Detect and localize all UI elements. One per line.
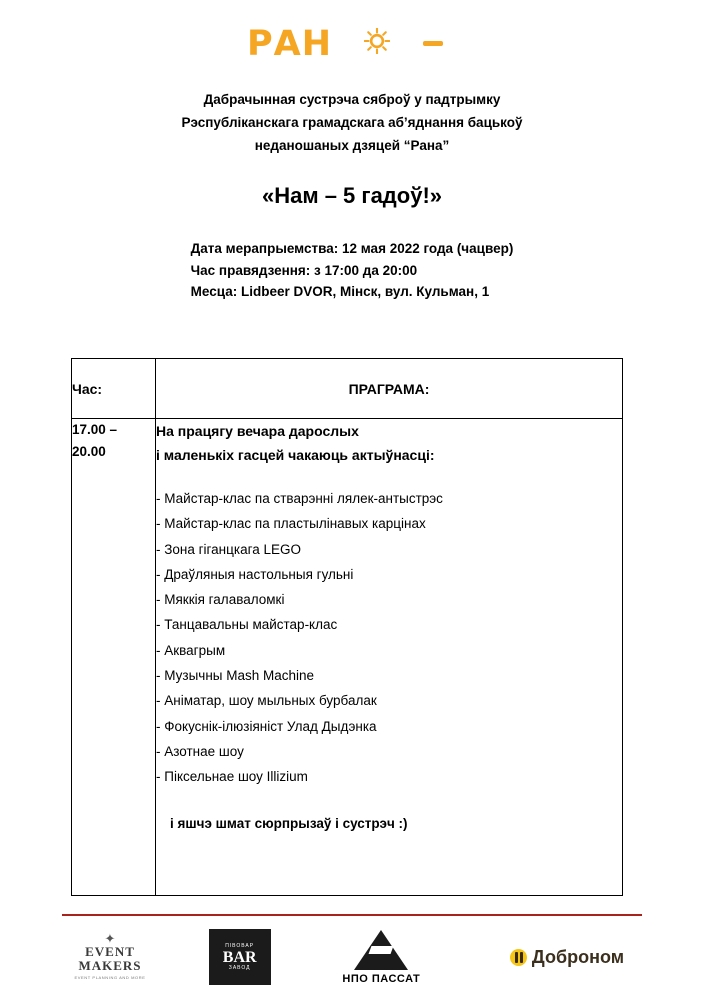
list-item: - Мяккія галаваломкі xyxy=(156,592,285,608)
list-item: - Аквагрым xyxy=(156,642,226,658)
bar-logo-main: BAR xyxy=(222,948,257,966)
event-makers-subtitle: EVENT PLANNING AND MORE xyxy=(74,975,146,980)
header-cell-program: ПРАГРАМА: xyxy=(156,359,623,419)
sponsor-event-makers xyxy=(62,933,158,981)
event-makers-line-1: EVENT xyxy=(85,944,135,959)
cell-time xyxy=(72,419,156,896)
detail-time: Час правядзення: з 17:00 да 20:00 xyxy=(190,262,418,278)
intro-line-3: неданошаных дзяцей “Рана” xyxy=(254,138,450,153)
sponsor-bar xyxy=(62,924,642,990)
program-table xyxy=(71,358,623,896)
sponsor-dobronom xyxy=(492,947,642,968)
intro-line-1: Дабрачынная сустрэча сяброў у падтрымку xyxy=(203,92,501,107)
intro-text xyxy=(0,88,704,157)
sun-icon xyxy=(364,28,390,54)
program-outro: і яшчэ шмат сюрпрызаў і сустрэч :) xyxy=(170,815,408,831)
page-title: «Нам – 5 гадоў!» xyxy=(261,183,443,208)
list-item: - Драўляныя настольныя гульні xyxy=(156,566,354,582)
list-item: - Зона гіганцкага LEGO xyxy=(156,541,301,557)
time-line-2: 20.00 xyxy=(72,444,106,459)
bar-logo-top: ПІВОВАР xyxy=(225,942,255,949)
triangle-icon xyxy=(354,930,408,970)
diamond-icon: ✦ xyxy=(104,931,116,946)
event-details xyxy=(0,238,704,303)
cell-program xyxy=(156,419,623,896)
list-item: - Піксельнае шоу Illizium xyxy=(156,769,308,785)
logo-dash xyxy=(423,41,443,46)
logo-text: РАН xyxy=(247,24,333,64)
list-item: - Аніматар, шоу мыльных бурбалак xyxy=(156,693,377,709)
footer-divider xyxy=(62,914,642,916)
list-item: - Фокуснік-ілюзіяніст Улад Дыдэнка xyxy=(156,718,377,734)
logo-container xyxy=(0,14,704,77)
rana-logo xyxy=(247,14,457,72)
list-item: - Майстар-клас па пластылінавых карцінах xyxy=(156,516,426,532)
list-item: - Майстар-клас па стварэнні лялек-антыстрэс xyxy=(156,491,443,506)
sponsor-passat xyxy=(321,930,441,985)
list-item: - Музычны Mash Machine xyxy=(156,668,315,684)
detail-date: Дата мерапрыемства: 12 мая 2022 года (чацвер) xyxy=(190,241,514,256)
detail-place: Месца: Lidbeer DVOR, Мінск, вул. Кульман, 1 xyxy=(190,284,490,299)
program-lead-line-2: і маленькіх гасцей чакаюць актыўнасці: xyxy=(156,447,435,463)
intro-line-2: Рэспубліканскага грамадскага аб’яднання бацькоў xyxy=(181,115,523,130)
header-cell-time: Час: xyxy=(72,359,156,419)
table-header-row xyxy=(72,359,623,419)
event-makers-line-2: MAKERS xyxy=(78,958,142,973)
table-row xyxy=(72,419,623,896)
time-line-1: 17.00 – xyxy=(72,422,118,437)
list-item: - Азотнае шоу xyxy=(156,743,244,759)
program-lead xyxy=(156,419,622,467)
program-activity-list xyxy=(156,486,622,790)
bar-logo-bottom: ЗАВОД xyxy=(228,964,251,971)
bee-icon xyxy=(510,949,527,966)
passat-label: НПО ПАССАТ xyxy=(342,972,421,985)
program-lead-line-1: На працягу вечара дарослых xyxy=(156,423,359,439)
list-item: - Танцавальны майстар-клас xyxy=(156,617,338,633)
sponsor-bar-logo xyxy=(209,929,271,985)
dobronom-label: Доброном xyxy=(531,946,625,967)
